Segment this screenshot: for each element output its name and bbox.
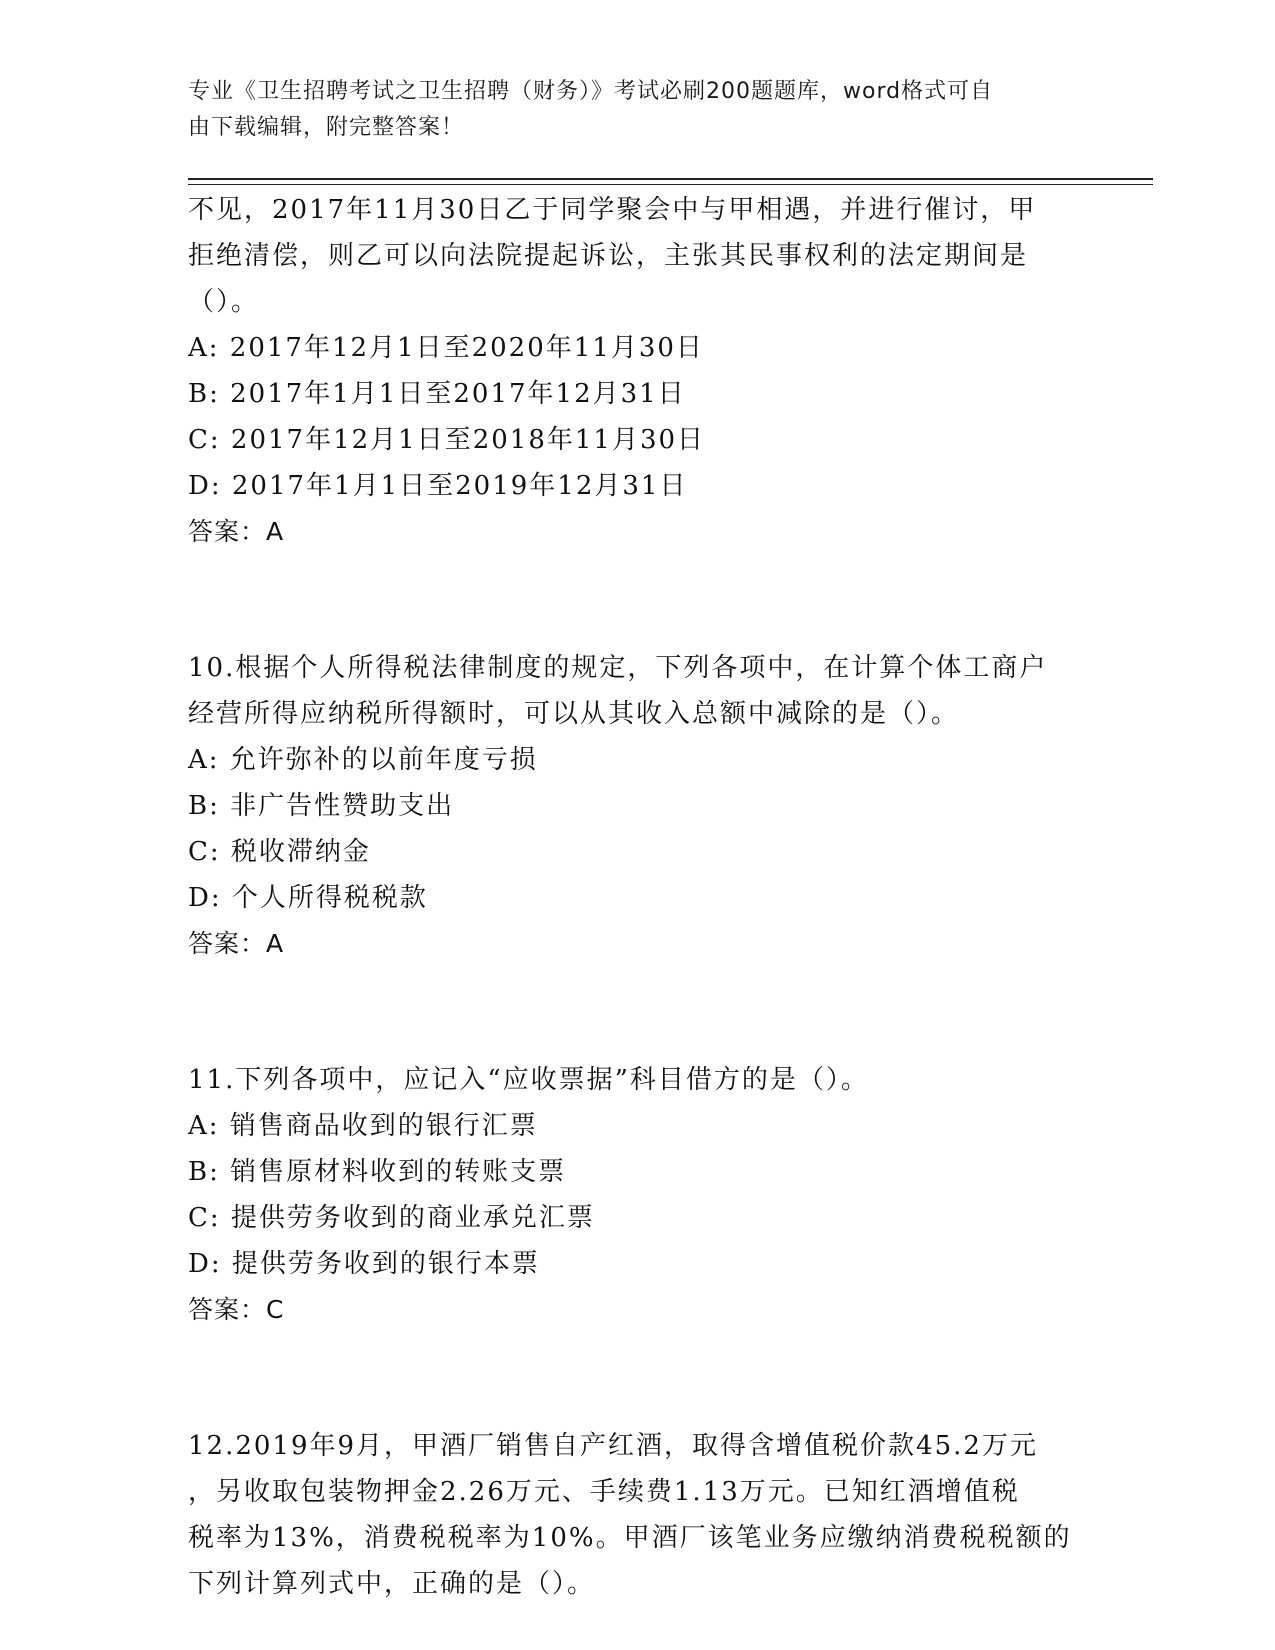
header-divider-thick: [188, 178, 1153, 180]
document-header: [188, 74, 1068, 146]
question-9: [188, 187, 1088, 555]
question-12-text-2: ，另收取包装物押金2.26万元、手续费1.13万元。已知红酒增值税: [188, 1477, 1020, 1507]
question-9-option-d: D: 2017年1月1日至2019年12月31日: [188, 471, 688, 501]
question-9-text-2: 拒绝清偿，则乙可以向法院提起诉讼，主张其民事权利的法定期间是: [188, 241, 1029, 271]
question-9-text-1: 不见，2017年11月30日乙于同学聚会中与甲相遇，并进行催讨，甲: [188, 195, 1037, 225]
spacer: [188, 967, 1088, 1057]
question-9-option-b: B: 2017年1月1日至2017年12月31日: [188, 379, 686, 409]
question-10-text-1: 10.根据个人所得税法律制度的规定，下列各项中，在计算个体工商户: [188, 653, 1048, 683]
question-11: [188, 1057, 1088, 1333]
question-10-answer: 答案：A: [188, 929, 285, 958]
question-11-text-1: 11.下列各项中，应记入“应收票据”科目借方的是（）。: [188, 1065, 869, 1095]
header-divider-thin: [188, 184, 1153, 185]
question-12-text-1: 12.2019年9月，甲酒厂销售自产红酒，取得含增值税价款45.2万元: [188, 1431, 1038, 1461]
question-9-answer: 答案：A: [188, 517, 285, 546]
question-10-option-a: A: 允许弥补的以前年度亏损: [188, 745, 538, 775]
question-9-option-c: C: 2017年12月1日至2018年11月30日: [188, 425, 706, 455]
question-11-option-c: C: 提供劳务收到的商业承兑汇票: [188, 1203, 595, 1233]
question-11-option-b: B: 销售原材料收到的转账支票: [188, 1157, 567, 1187]
question-9-option-a: A: 2017年12月1日至2020年11月30日: [188, 333, 704, 363]
question-11-option-a: A: 销售商品收到的银行汇票: [188, 1111, 538, 1141]
question-10-text-2: 经营所得应纳税所得额时，可以从其收入总额中减除的是（）。: [188, 699, 960, 729]
question-12: [188, 1423, 1088, 1607]
header-line-1: 专业《卫生招聘考试之卫生招聘（财务）》考试必刷200题题库，word格式可自: [188, 79, 994, 104]
question-12-text-3: 税率为13%，消费税税率为10%。甲酒厂该笔业务应缴纳消费税税额的: [188, 1523, 1072, 1553]
question-10-option-d: D: 个人所得税税款: [188, 883, 428, 913]
question-9-text-3: （）。: [188, 287, 260, 317]
question-list: [188, 187, 1088, 1607]
question-10-option-c: C: 税收滞纳金: [188, 837, 371, 867]
header-line-2: 由下载编辑，附完整答案！: [188, 115, 465, 140]
question-10-option-b: B: 非广告性赞助支出: [188, 791, 455, 821]
spacer: [188, 1333, 1088, 1423]
question-12-text-4: 下列计算列式中，正确的是（）。: [188, 1569, 596, 1599]
question-11-option-d: D: 提供劳务收到的银行本票: [188, 1249, 540, 1279]
question-10: [188, 645, 1088, 967]
spacer: [188, 555, 1088, 645]
question-11-answer: 答案：C: [188, 1295, 285, 1324]
